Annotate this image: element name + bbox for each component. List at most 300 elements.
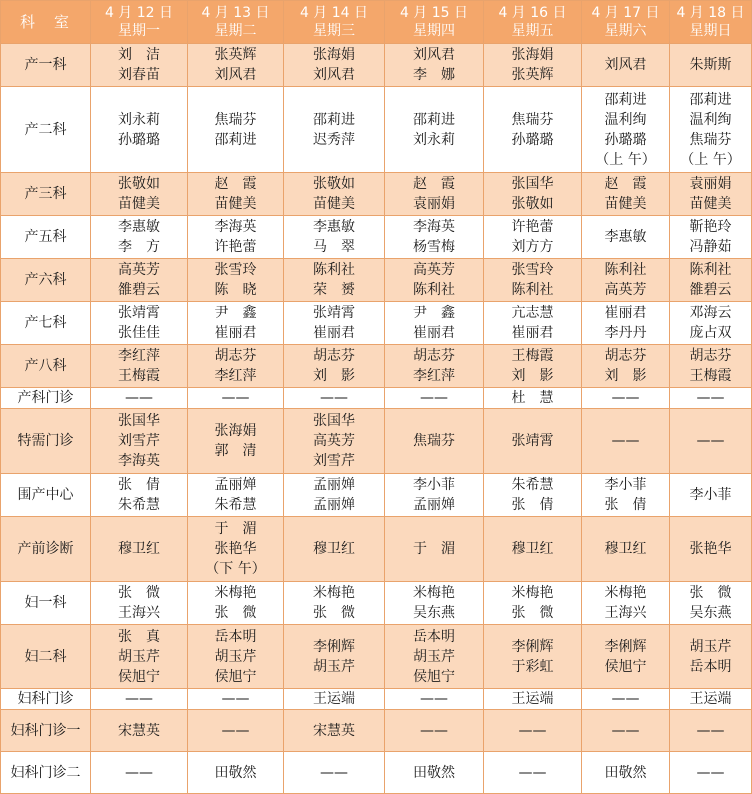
schedule-cell [284, 216, 385, 259]
schedule-cell [582, 302, 670, 345]
table-row [1, 216, 752, 259]
dept-column-header: 科 室 [1, 1, 91, 44]
staff-name: 张国华 [511, 176, 554, 192]
schedule-cell [484, 388, 582, 409]
dept-name: 产一科 [1, 44, 91, 87]
schedule-cell [385, 173, 484, 216]
staff-name: 苗健美 [604, 196, 647, 212]
staff-name: 朱希慧 [511, 477, 554, 493]
staff-name: 邵莉进 [604, 91, 647, 108]
schedule-cell [284, 517, 385, 582]
staff-name: 张 微 [214, 605, 257, 621]
staff-name: 宋慧英 [313, 722, 355, 739]
staff-name: 尹 鑫 [413, 305, 455, 321]
staff-name: 张英辉 [511, 67, 554, 83]
staff-name: （下 午） [205, 561, 266, 577]
staff-name: 米梅艳 [214, 585, 257, 601]
schedule-cell [385, 625, 484, 689]
staff-name: 邵莉进 [214, 131, 257, 148]
staff-name: 孟丽婵 [313, 477, 355, 493]
staff-name: 宋慧英 [118, 722, 160, 739]
schedule-cell [188, 474, 284, 517]
staff-name: 邵莉进 [313, 111, 355, 128]
schedule-cell [484, 87, 582, 173]
staff-name: 焦瑞芬 [689, 131, 732, 148]
staff-name: —— [696, 722, 725, 739]
staff-name: 杜 慧 [511, 390, 554, 406]
schedule-cell [670, 582, 752, 625]
dept-name: 产六科 [1, 259, 91, 302]
day-header [91, 1, 188, 44]
day-weekday: 星期二 [214, 23, 257, 39]
staff-name: 李丹丹 [604, 325, 647, 341]
schedule-cell [582, 517, 670, 582]
staff-name: 许艳蕾 [511, 219, 554, 235]
staff-name: （上 午） [595, 151, 656, 168]
schedule-cell [284, 689, 385, 710]
staff-name: —— [611, 390, 640, 406]
staff-name: 高英芳 [118, 262, 160, 278]
dept-name: 特需门诊 [1, 409, 91, 474]
staff-name: 崔丽君 [413, 325, 455, 341]
staff-name: —— [420, 390, 448, 406]
schedule-cell [385, 689, 484, 710]
day-header [484, 1, 582, 44]
staff-name: —— [221, 691, 250, 707]
staff-name: 田敬然 [413, 764, 455, 781]
staff-name: 李惠敏 [118, 219, 160, 235]
table-row [1, 474, 752, 517]
schedule-cell [484, 582, 582, 625]
header-row [1, 1, 752, 44]
table-row [1, 582, 752, 625]
schedule-cell [91, 710, 188, 752]
schedule-cell [385, 388, 484, 409]
staff-name: 张 微 [511, 605, 554, 621]
staff-name: 马 翠 [313, 239, 355, 255]
schedule-cell [188, 259, 284, 302]
staff-name: 岳本明 [214, 628, 257, 645]
schedule-cell [91, 689, 188, 710]
staff-name: 张艳华 [214, 541, 257, 557]
schedule-cell [670, 388, 752, 409]
staff-name: 李俐辉 [604, 638, 647, 655]
staff-name: 刘雪芹 [313, 453, 355, 469]
schedule-cell [484, 173, 582, 216]
schedule-cell [284, 87, 385, 173]
staff-name: 侯旭宁 [604, 658, 647, 675]
staff-name: 张雪玲 [214, 262, 257, 278]
staff-name: 刘 洁 [118, 47, 160, 63]
staff-name: 米梅艳 [604, 585, 647, 601]
day-weekday: 星期三 [313, 23, 355, 39]
staff-name: 胡玉芹 [413, 648, 455, 665]
staff-name: 孙璐璐 [511, 131, 554, 148]
staff-name: 李海英 [214, 219, 257, 235]
staff-name: 米梅艳 [511, 585, 554, 601]
schedule-cell [484, 710, 582, 752]
schedule-cell [670, 517, 752, 582]
schedule-cell [582, 752, 670, 794]
schedule-cell [91, 302, 188, 345]
table-row [1, 259, 752, 302]
staff-name: 李惠敏 [313, 219, 355, 235]
staff-name: —— [125, 691, 153, 707]
table-row [1, 388, 752, 409]
table-row [1, 689, 752, 710]
dept-name: 妇科门诊 [1, 689, 91, 710]
day-weekday: 星期五 [511, 23, 554, 39]
table-row [1, 302, 752, 345]
staff-name: 胡志芬 [214, 348, 257, 364]
day-header [188, 1, 284, 44]
schedule-cell [284, 409, 385, 474]
staff-name: 朱斯斯 [689, 57, 732, 73]
staff-name: 李俐辉 [313, 638, 355, 655]
schedule-cell [188, 582, 284, 625]
staff-name: 米梅艳 [413, 585, 455, 601]
schedule-cell [582, 87, 670, 173]
staff-name: 王运端 [511, 691, 554, 707]
schedule-cell [284, 625, 385, 689]
staff-name: —— [320, 764, 348, 781]
staff-name: 王运端 [313, 691, 355, 707]
staff-name: 靳艳玲 [689, 219, 732, 235]
schedule-cell [385, 345, 484, 388]
schedule-cell [582, 345, 670, 388]
staff-name: 赵 霞 [413, 176, 455, 192]
schedule-cell [484, 625, 582, 689]
schedule-cell [188, 752, 284, 794]
staff-name: 袁丽娟 [689, 176, 732, 192]
staff-name: 张国华 [313, 413, 355, 429]
staff-name: 张靖霄 [313, 305, 355, 321]
schedule-cell [385, 710, 484, 752]
staff-name: 张 倩 [511, 497, 554, 513]
day-date: 4 月 16 日 [498, 5, 567, 21]
schedule-cell [484, 302, 582, 345]
staff-name: 赵 霞 [604, 176, 647, 192]
day-date: 4 月 17 日 [591, 5, 660, 21]
staff-name: 王运端 [689, 691, 732, 707]
staff-name: 张敬如 [511, 196, 554, 212]
schedule-cell [670, 710, 752, 752]
staff-name: 张佳佳 [118, 325, 160, 341]
day-weekday: 星期一 [118, 23, 160, 39]
staff-name: 王梅霞 [689, 368, 732, 384]
staff-name: 张 倩 [604, 497, 647, 513]
day-date: 4 月 14 日 [299, 5, 369, 21]
dept-name: 产五科 [1, 216, 91, 259]
day-date: 4 月 13 日 [201, 5, 270, 21]
staff-name: 张 微 [118, 585, 160, 601]
schedule-cell [670, 689, 752, 710]
staff-name: —— [611, 722, 640, 739]
staff-name: 朱希慧 [214, 497, 257, 513]
staff-name: —— [125, 764, 153, 781]
schedule-cell [670, 216, 752, 259]
staff-name: 高英芳 [313, 433, 355, 449]
staff-name: 王梅霞 [118, 368, 160, 384]
staff-name: 邵莉进 [689, 91, 732, 108]
schedule-cell [188, 345, 284, 388]
day-weekday: 星期四 [413, 23, 455, 39]
schedule-cell [582, 474, 670, 517]
day-header [582, 1, 670, 44]
staff-name: 于 湄 [413, 541, 455, 557]
dept-name: 产科门诊 [1, 388, 91, 409]
staff-name: 田敬然 [214, 764, 257, 781]
day-date: 4 月 18 日 [676, 5, 745, 21]
staff-name: 刘 影 [511, 368, 554, 384]
staff-name: 孟丽婵 [413, 497, 455, 513]
staff-name: 陈利社 [313, 262, 355, 278]
staff-name: 冯静茹 [689, 239, 732, 255]
staff-name: 穆卫红 [604, 541, 647, 557]
staff-name: 孟丽婵 [214, 477, 257, 493]
staff-name: 张 真 [118, 628, 160, 645]
staff-name: 邵莉进 [413, 111, 455, 128]
staff-name: 岳本明 [689, 658, 732, 675]
staff-name: 刘方方 [511, 239, 554, 255]
schedule-cell [484, 259, 582, 302]
dept-name: 妇二科 [1, 625, 91, 689]
staff-name: 陈 晓 [214, 282, 257, 298]
staff-name: 焦瑞芬 [413, 433, 455, 449]
staff-name: 李海英 [413, 219, 455, 235]
schedule-cell [582, 409, 670, 474]
schedule-cell [484, 752, 582, 794]
staff-name: 侯旭宁 [214, 668, 257, 685]
schedule-cell [484, 409, 582, 474]
schedule-cell [284, 173, 385, 216]
schedule-cell [385, 259, 484, 302]
schedule-cell [385, 409, 484, 474]
dept-name: 妇科门诊一 [1, 710, 91, 752]
staff-name: 陈利社 [604, 262, 647, 278]
staff-name: 田敬然 [604, 764, 647, 781]
staff-name: 刘春苗 [118, 67, 160, 83]
staff-name: 李小菲 [689, 487, 732, 503]
schedule-cell [670, 409, 752, 474]
staff-name: 李小菲 [604, 477, 647, 493]
schedule-cell [284, 44, 385, 87]
staff-name: 胡玉芹 [689, 638, 732, 655]
staff-name: 胡志芬 [689, 348, 732, 364]
staff-name: 王海兴 [118, 605, 160, 621]
staff-name: 刘永莉 [413, 131, 455, 148]
schedule-cell [582, 173, 670, 216]
staff-name: 许艳蕾 [214, 239, 257, 255]
day-weekday: 星期六 [604, 23, 647, 39]
staff-name: 崔丽君 [511, 325, 554, 341]
table-row [1, 173, 752, 216]
staff-name: 米梅艳 [313, 585, 355, 601]
staff-name: 孟丽婵 [313, 497, 355, 513]
staff-name: 刘风君 [313, 67, 355, 83]
schedule-cell [91, 517, 188, 582]
staff-name: 苗健美 [313, 196, 355, 212]
dept-name: 产三科 [1, 173, 91, 216]
staff-name: 岳本明 [413, 628, 455, 645]
schedule-cell [484, 474, 582, 517]
staff-name: 崔丽君 [214, 325, 257, 341]
staff-name: 于 湄 [214, 521, 257, 537]
staff-name: 侯旭宁 [118, 668, 160, 685]
schedule-cell [484, 345, 582, 388]
staff-name: 张 微 [689, 585, 732, 601]
schedule-cell [91, 752, 188, 794]
schedule-cell [670, 625, 752, 689]
staff-name: 李红萍 [214, 368, 257, 384]
schedule-cell [284, 474, 385, 517]
staff-name: 胡玉芹 [118, 648, 160, 665]
day-header [284, 1, 385, 44]
staff-name: 迟秀萍 [313, 131, 355, 148]
schedule-cell [582, 44, 670, 87]
schedule-cell [91, 409, 188, 474]
staff-name: 陈利社 [511, 282, 554, 298]
day-weekday: 星期日 [689, 23, 732, 39]
schedule-cell [670, 752, 752, 794]
staff-name: —— [518, 722, 547, 739]
schedule-cell [188, 173, 284, 216]
staff-name: 穆卫红 [511, 541, 554, 557]
staff-name: 尹 鑫 [214, 305, 257, 321]
staff-name: 苗健美 [118, 196, 160, 212]
staff-name: 胡志芬 [413, 348, 455, 364]
staff-name: —— [420, 722, 448, 739]
staff-name: 朱希慧 [118, 497, 160, 513]
staff-name: 邓海云 [689, 305, 732, 321]
staff-name: 高英芳 [604, 282, 647, 298]
schedule-cell [582, 710, 670, 752]
schedule-cell [582, 259, 670, 302]
staff-name: 张敬如 [118, 176, 160, 192]
staff-name: 王海兴 [604, 605, 647, 621]
schedule-cell [284, 259, 385, 302]
table-row [1, 44, 752, 87]
staff-name: —— [125, 390, 153, 406]
table-row [1, 710, 752, 752]
table-row [1, 345, 752, 388]
staff-name: 吴东燕 [689, 605, 732, 621]
staff-name: 亢志慧 [511, 305, 554, 321]
staff-name: 张敬如 [313, 176, 355, 192]
schedule-cell [582, 216, 670, 259]
staff-name: 苗健美 [689, 196, 732, 212]
staff-name: 侯旭宁 [413, 668, 455, 685]
schedule-body [1, 44, 752, 794]
schedule-cell [284, 388, 385, 409]
staff-name: 李 方 [118, 239, 160, 255]
schedule-cell [91, 474, 188, 517]
staff-name: 荣 赟 [313, 282, 355, 298]
staff-name: 张雪玲 [511, 262, 554, 278]
schedule-cell [670, 302, 752, 345]
staff-name: 张海娟 [511, 47, 554, 63]
schedule-cell [284, 752, 385, 794]
schedule-cell [91, 216, 188, 259]
staff-name: 刘 影 [604, 368, 647, 384]
schedule-cell [670, 87, 752, 173]
staff-name: —— [696, 390, 725, 406]
schedule-cell [670, 345, 752, 388]
table-row [1, 625, 752, 689]
table-row [1, 517, 752, 582]
staff-name: —— [518, 764, 547, 781]
schedule-cell [670, 474, 752, 517]
schedule-cell [188, 625, 284, 689]
schedule-cell [385, 517, 484, 582]
schedule-cell [385, 87, 484, 173]
schedule-cell [91, 582, 188, 625]
staff-name: 于彩虹 [511, 658, 554, 675]
staff-name: 陈利社 [413, 282, 455, 298]
staff-name: 苗健美 [214, 196, 257, 212]
table-row [1, 752, 752, 794]
staff-name: 杨雪梅 [413, 239, 455, 255]
staff-name: 刘风君 [604, 57, 647, 73]
staff-name: —— [696, 764, 725, 781]
schedule-cell [91, 625, 188, 689]
schedule-cell [670, 44, 752, 87]
schedule-cell [284, 710, 385, 752]
staff-name: —— [611, 691, 640, 707]
staff-name: 崔丽君 [604, 305, 647, 321]
schedule-cell [91, 388, 188, 409]
schedule-cell [284, 345, 385, 388]
schedule-cell [385, 44, 484, 87]
staff-name: 张英辉 [214, 47, 257, 63]
schedule-cell [91, 173, 188, 216]
schedule-cell [188, 388, 284, 409]
dept-name: 妇科门诊二 [1, 752, 91, 794]
staff-name: 袁丽娟 [413, 196, 455, 212]
staff-name: 赵 霞 [214, 176, 257, 192]
staff-name: 张海娟 [313, 47, 355, 63]
dept-name: 产前诊断 [1, 517, 91, 582]
staff-name: —— [320, 390, 348, 406]
staff-name: 胡志芬 [313, 348, 355, 364]
staff-name: 李 娜 [413, 67, 455, 83]
schedule-cell [670, 173, 752, 216]
dept-name: 产二科 [1, 87, 91, 173]
schedule-cell [582, 625, 670, 689]
staff-name: 张海娟 [214, 423, 257, 439]
schedule-cell [188, 517, 284, 582]
staff-name: —— [420, 691, 448, 707]
schedule-cell [188, 302, 284, 345]
staff-name: 郭 清 [214, 443, 257, 459]
staff-name: 陈利社 [689, 262, 732, 278]
schedule-cell [582, 582, 670, 625]
staff-name: 高英芳 [413, 262, 455, 278]
staff-name: 张 微 [313, 605, 355, 621]
staff-name: 李红萍 [118, 348, 160, 364]
schedule-cell [284, 302, 385, 345]
schedule-cell [385, 582, 484, 625]
schedule-cell [385, 474, 484, 517]
day-date: 4 月 12 日 [104, 5, 174, 21]
staff-name: 雒碧云 [118, 282, 160, 298]
schedule-cell [188, 44, 284, 87]
schedule-cell [188, 689, 284, 710]
schedule-cell [582, 689, 670, 710]
schedule-cell [484, 216, 582, 259]
staff-name: 孙璐璐 [118, 131, 160, 148]
staff-name: 刘雪芹 [118, 433, 160, 449]
